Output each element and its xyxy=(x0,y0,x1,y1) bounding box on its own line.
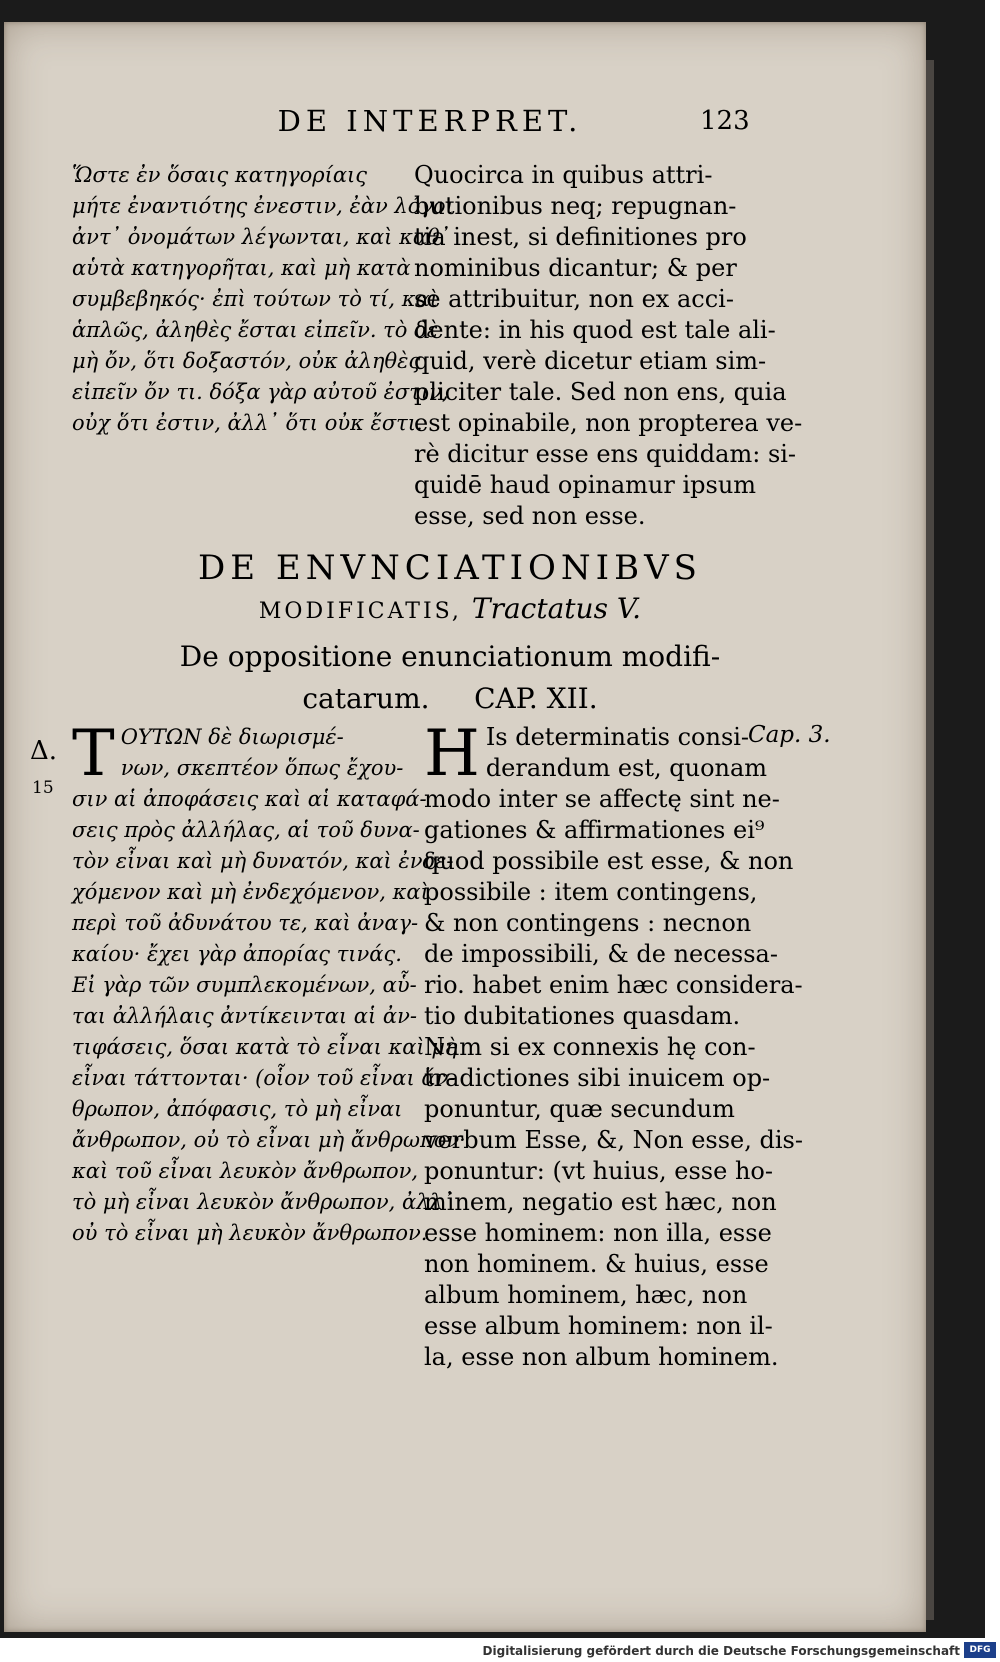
chapter-title-line2: catarum. xyxy=(302,682,430,715)
latin-drop-cap: H xyxy=(424,717,480,791)
text-line: περὶ τοῦ ἀδυνάτου τε, καὶ ἀναγ- xyxy=(72,911,419,935)
footer-credit: Digitalisierung gefördert durch die Deutsche Forschungsgemeinschaft xyxy=(482,1644,960,1658)
text-line: καίου· ἔχει γὰρ ἀπορίας τινάς. xyxy=(72,942,402,966)
text-line: οὐ τὸ εἶναι μὴ λευκὸν ἄνθρωπον. xyxy=(72,1221,428,1245)
text-line: τὸν εἶναι καὶ μὴ δυνατόν, καὶ ἐνδε- xyxy=(72,849,454,873)
text-line: καὶ τοῦ εἶναι λευκὸν ἄνθρωπον, xyxy=(72,1159,419,1183)
chapter-label: CAP. XII. xyxy=(474,682,598,715)
text-line: μὴ ὄν, ὅτι δοξαστόν, οὐκ ἀληθὲς xyxy=(72,349,421,373)
text-line: modo inter se affectę sint ne- xyxy=(424,785,780,813)
section-subtitle xyxy=(70,592,830,625)
greek-column-1 xyxy=(72,160,454,439)
text-line: est opinabile, non propterea ve- xyxy=(414,409,803,437)
text-line: μήτε ἐναντιότης ἐνεστιν, ἐὰν λόγοι xyxy=(72,194,454,218)
text-line: & non contingens : necnon xyxy=(424,909,752,937)
text-line: minem, negatio est hæc, non xyxy=(424,1188,777,1216)
text-line: Is determinatis consi- xyxy=(485,723,750,751)
text-line: σεις πρὸς ἀλλήλας, αἱ τοῦ δυνα- xyxy=(72,818,420,842)
text-line: de impossibili, & de necessa- xyxy=(424,940,778,968)
text-line: gationes & affirmationes ei⁹ xyxy=(424,816,765,844)
text-line: quidē haud opinamur ipsum xyxy=(414,471,757,499)
text-line: rio. habet enim hæc considera- xyxy=(424,971,803,999)
section-title: DE ENVNCIATIONIBVS xyxy=(198,548,702,588)
chapter-title-line2-wrap xyxy=(70,678,830,720)
text-line: οὐχ ὅτι ἐστιν, ἀλλ᾽ ὅτι οὐκ ἔστι. xyxy=(72,411,423,435)
chapter-title xyxy=(70,636,830,720)
text-line: ἀντ᾽ ὀνομάτων λέγωνται, καὶ καθ᾽ xyxy=(72,225,451,249)
greek-drop-cap: Τ xyxy=(72,717,115,791)
text-line: album hominem, hæc, non xyxy=(424,1281,748,1309)
text-line: Nam si ex connexis hę con- xyxy=(424,1033,756,1061)
text-line: χόμενον καὶ μὴ ἐνδεχόμενον, καὶ xyxy=(72,880,429,904)
dfg-logo: DFG xyxy=(964,1642,996,1658)
text-line: τὸ μὴ εἶναι λευκὸν ἄνθρωπον, ἀλλ᾽ xyxy=(72,1190,454,1214)
text-line: tio dubitationes quasdam. xyxy=(424,1002,741,1030)
text-line: tradictiones sibi inuicem op- xyxy=(424,1064,771,1092)
page-edge xyxy=(926,60,934,1620)
text-line: σιν αἱ ἀποφάσεις καὶ αἱ καταφά- xyxy=(72,787,427,811)
chapter-title-line1: De oppositione enunciationum modifi- xyxy=(179,640,721,673)
text-line: quod possibile est esse, & non xyxy=(424,847,794,875)
text-line: Εἰ γὰρ τῶν συμπλεκομένων, αὗ- xyxy=(72,973,417,997)
text-line: Quocirca in quibus attri- xyxy=(414,161,713,189)
margin-cap: Cap. 3. xyxy=(748,722,831,748)
text-line: non hominem. & huius, esse xyxy=(424,1250,769,1278)
text-line: esse, sed non esse. xyxy=(414,502,646,530)
latin-column-1 xyxy=(414,160,803,532)
margin-number: 15 xyxy=(32,778,54,798)
text-line: quid, verè dicetur etiam sim- xyxy=(414,347,767,375)
section-subtitle-italic: Tractatus V. xyxy=(471,592,642,625)
text-line: pliciter tale. Sed non ens, quia xyxy=(414,378,787,406)
text-line: ponuntur: (vt huius, esse ho- xyxy=(424,1157,773,1185)
text-line: dente: in his quod est tale ali- xyxy=(414,316,776,344)
text-line: ponuntur, quæ secundum xyxy=(424,1095,735,1123)
text-line: possibile : item contingens, xyxy=(424,878,758,906)
greek-column-2 xyxy=(72,717,466,1249)
text-line: butionibus neq; repugnan- xyxy=(414,192,737,220)
text-line: τιφάσεις, ὅσαι κατὰ τὸ εἶναι καὶ μὴ xyxy=(72,1035,458,1059)
text-line: ΟΥΤΩΝ δὲ διωρισμέ- xyxy=(120,725,344,749)
text-line: se attribuitur, non ex acci- xyxy=(414,285,734,313)
text-line: esse hominem: non illa, esse xyxy=(424,1219,772,1247)
section-subtitle-caps: MODIFICATIS, xyxy=(258,599,462,624)
page-number: 123 xyxy=(700,106,750,136)
text-line: νων, σκεπτέον ὅπως ἔχου- xyxy=(120,756,404,780)
text-line: verbum Esse, &, Non esse, dis- xyxy=(424,1126,803,1154)
text-line: ἄνθρωπον, οὐ τὸ εἶναι μὴ ἄνθρωπον· xyxy=(72,1128,466,1152)
text-line: εἰπεῖν ὄν τι. δόξα γὰρ αὐτοῦ ἐστιν, xyxy=(72,380,449,404)
text-line: συμβεβηκός· ἐπὶ τούτων τὸ τί, καὶ xyxy=(72,287,438,311)
text-line: ται ἀλλήλαις ἀντίκεινται αἱ ἀν- xyxy=(72,1004,417,1028)
text-line: ἁπλῶς, ἀληθὲς ἔσται εἰπεῖν. τὸ δὲ xyxy=(72,318,439,342)
text-line: derandum est, quonam xyxy=(485,754,768,782)
text-line: la, esse non album hominem. xyxy=(424,1343,779,1371)
text-line: εἶναι τάττονται· (οἷον τοῦ εἶναι ἄν- xyxy=(72,1066,456,1090)
text-line: nominibus dicantur; & per xyxy=(414,254,737,282)
margin-delta: Δ. xyxy=(30,736,58,766)
text-line: esse album hominem: non il- xyxy=(424,1312,773,1340)
text-line: Ὥστε ἐν ὅσαις κατηγορίαις xyxy=(72,163,368,187)
running-head: DE INTERPRET. xyxy=(277,104,583,138)
text-line: tia inest, si definitiones pro xyxy=(414,223,747,251)
text-line: rè dicitur esse ens quiddam: si- xyxy=(414,440,797,468)
text-line: αὑτὰ κατηγορῆται, καὶ μὴ κατὰ xyxy=(72,256,411,280)
text-line: θρωπον, ἀπόφασις, τὸ μὴ εἶναι xyxy=(72,1097,403,1121)
